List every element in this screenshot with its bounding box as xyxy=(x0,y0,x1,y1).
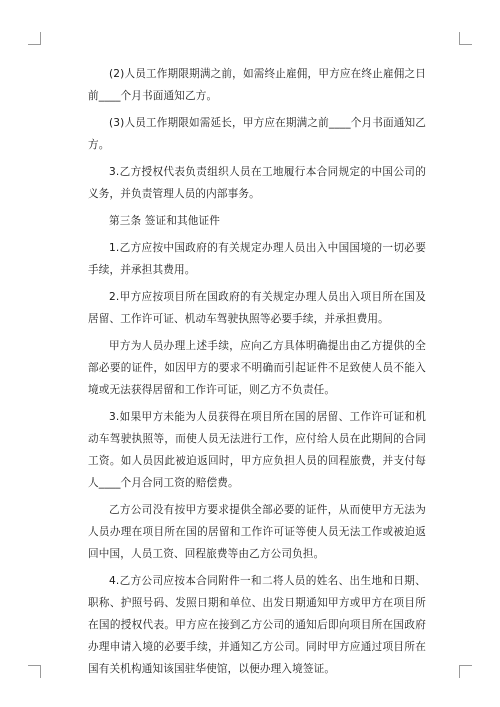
section-heading-visas: 第三条 签证和其他证件 xyxy=(109,215,220,227)
paragraph-permit-failure-party-b: 乙方公司没有按甲方要求提供全部必要的证件，从而使甲方无法为人员办理在项目所在国的居留和工作许可证等使人员无法工作或被迫返回中国，人员工资、回程旅费等由乙方公司负担。 xyxy=(88,504,426,560)
paragraph-required-documents: 甲方为人员办理上述手续，应向乙方具体明确提出由乙方提供的全部必要的证件，如因甲方的要求不明确而引起证件不足致使人员不能入境或无法获得居留和工作许可证，则乙方不负责任。 xyxy=(88,340,426,396)
paragraph-termination-notice: (2)人员工作期限期满之前，如需终止雇佣，甲方应在终止雇佣之日前____个月书面通知乙方。 xyxy=(88,68,426,102)
paragraph-extension-notice: (3)人员工作期限如需延长，甲方应在期满之前____个月书面通知乙方。 xyxy=(88,117,426,151)
crop-mark-top-right xyxy=(459,32,472,45)
document-body xyxy=(88,63,426,685)
crop-mark-bottom-left xyxy=(28,665,41,678)
paragraph-china-exit-entry: 1.乙方应按中国政府的有关规定办理人员出入中国国境的一切必要手续，并承担其费用。 xyxy=(88,242,426,276)
paragraph-permit-failure-party-a: 3.如果甲方未能为人员获得在项目所在国的居留、工作许可证和机动车驾驶执照等，而使人员无法进行工作，应付给人员在此期间的合同工资。如人员因此被迫返回时，甲方应负担人员的回程旅费，并支付每人____个月合同工资的赔偿费。 xyxy=(88,411,426,489)
crop-mark-top-left xyxy=(28,32,41,45)
paragraph-project-country-permits: 2.甲方应按项目所在国政府的有关规定办理人员出入项目所在国及居留、工作许可证、机动车驾驶执照等必要手续，并承担费用。 xyxy=(88,291,426,325)
paragraph-party-b-representative: 3.乙方授权代表负责组织人员在工地履行本合同规定的中国公司的义务，并负责管理人员的内部事务。 xyxy=(88,166,426,200)
crop-mark-bottom-right xyxy=(459,665,472,678)
paragraph-personnel-notification: 4.乙方公司应按本合同附件一和二将人员的姓名、出生地和日期、职称、护照号码、发照日期和单位、出发日期通知甲方或甲方在项目所在国的授权代表。甲方应在接到乙方公司的通知后即向项目所在国政府办理申请入境的必要手续，并通知乙方公司。同时甲方应通过项目所在国有关机构通知该国驻华使馆，以便办理入境签证。 xyxy=(88,575,426,675)
